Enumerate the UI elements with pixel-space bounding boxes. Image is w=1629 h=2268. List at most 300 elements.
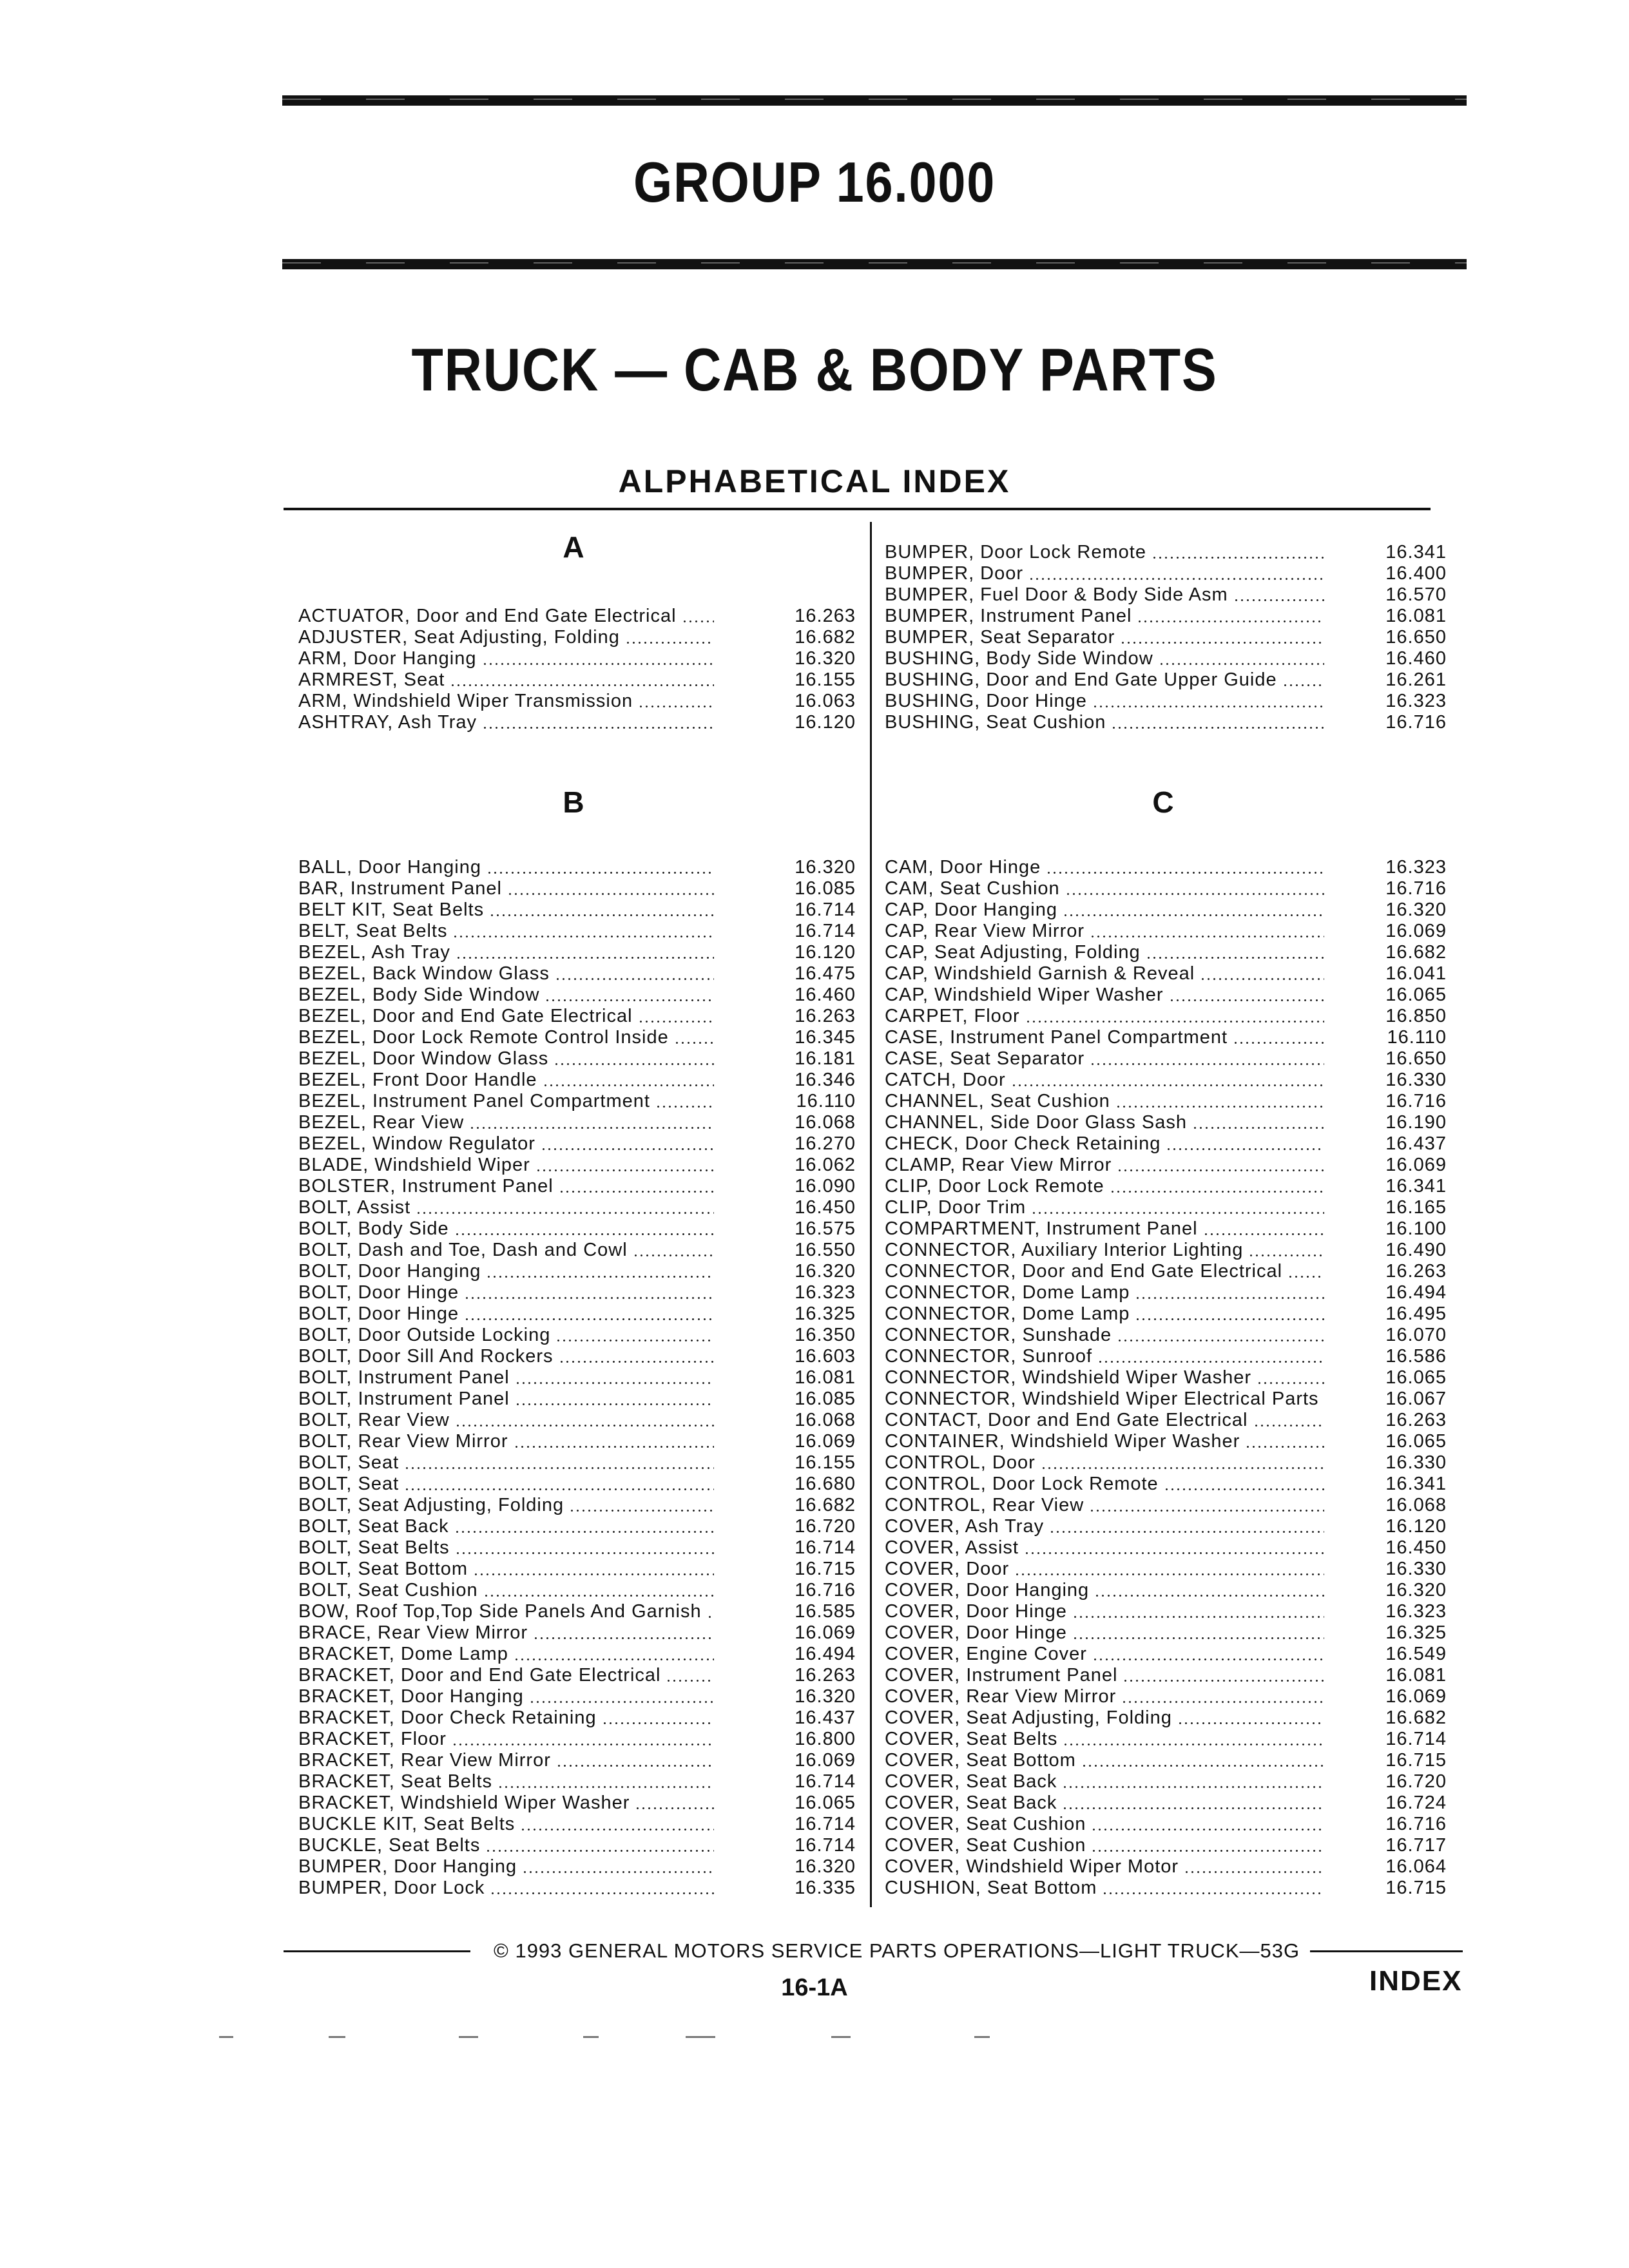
entry-name: COVER, Windshield Wiper Motor: [885, 1856, 1179, 1877]
entry-name: BUSHING, Seat Cushion: [885, 712, 1106, 733]
index-entry: [298, 899, 856, 921]
dot-leader: [635, 1792, 714, 1814]
index-entry: [298, 942, 856, 963]
entry-ref: 16.586: [1385, 1346, 1447, 1367]
index-entry: [298, 1495, 856, 1516]
dot-leader: [1120, 627, 1324, 648]
index-entry: [885, 1707, 1447, 1729]
dot-leader: [1248, 1240, 1324, 1261]
entry-ref: 16.062: [795, 1155, 856, 1175]
dot-leader: [633, 1240, 714, 1261]
dot-leader: [416, 1197, 714, 1218]
entry-name: BUMPER, Seat Separator: [885, 627, 1115, 648]
entry-ref: 16.069: [795, 1750, 856, 1771]
dot-leader: [1117, 1155, 1324, 1176]
entry-ref: 16.682: [795, 627, 856, 648]
index-entry: [298, 857, 856, 878]
entry-ref: 16.120: [1385, 1516, 1447, 1537]
entry-name: COVER, Seat Back: [885, 1792, 1057, 1813]
dot-leader: [464, 1303, 714, 1325]
entry-name: CONNECTOR, Sunroof: [885, 1346, 1093, 1367]
entry-name: BUMPER, Door Lock: [298, 1878, 485, 1898]
entry-name: BOLT, Rear View Mirror: [298, 1431, 508, 1452]
index-entry: [298, 1240, 856, 1261]
dot-leader: [469, 1112, 714, 1133]
entry-ref: 16.320: [795, 857, 856, 878]
entry-name: BAR, Instrument Panel: [298, 878, 502, 899]
entry-ref: 16.320: [1385, 1580, 1447, 1600]
dot-leader: [1090, 921, 1324, 942]
entry-ref: 16.724: [1385, 1792, 1447, 1813]
section-letter-a: A: [563, 530, 584, 564]
entry-name: ARM, Windshield Wiper Transmission: [298, 691, 633, 711]
entry-name: BEZEL, Door Lock Remote Control Inside: [298, 1027, 669, 1048]
entry-ref: 16.263: [795, 606, 856, 626]
entry-name: COVER, Assist: [885, 1537, 1019, 1558]
dot-leader: [1117, 1325, 1324, 1346]
index-entry: [298, 1729, 856, 1750]
dot-leader: [515, 1389, 714, 1410]
entry-name: CONNECTOR, Door and End Gate Electrical: [885, 1261, 1283, 1282]
entry-ref: 16.494: [1385, 1282, 1447, 1303]
entry-ref: 16.341: [1385, 1474, 1447, 1494]
entry-ref: 16.330: [1385, 1559, 1447, 1579]
entry-ref: 16.716: [1385, 1091, 1447, 1111]
index-entry: [298, 648, 856, 669]
entry-name: COVER, Door: [885, 1559, 1010, 1579]
entry-ref: 16.325: [1385, 1622, 1447, 1643]
entry-name: BOLT, Seat Back: [298, 1516, 449, 1537]
dot-leader: [674, 1027, 714, 1048]
entry-ref: 16.081: [1385, 606, 1447, 626]
footer-copyright-line: [284, 1938, 1463, 1964]
dot-leader: [545, 985, 714, 1006]
dot-leader: [1094, 1580, 1324, 1601]
index-entry: [885, 1218, 1447, 1240]
dot-leader: [529, 1686, 714, 1707]
index-list-a: [298, 606, 856, 733]
entry-ref: 16.110: [1387, 1027, 1447, 1048]
index-entry: [885, 1197, 1447, 1218]
dot-leader: [1111, 712, 1324, 733]
entry-ref: 16.682: [795, 1495, 856, 1515]
index-entry: [298, 1367, 856, 1389]
entry-name: CAP, Seat Adjusting, Folding: [885, 942, 1141, 963]
entry-ref: 16.069: [795, 1622, 856, 1643]
dot-leader: [404, 1474, 714, 1495]
index-entry: [298, 1282, 856, 1303]
entry-name: BOLT, Door Hanging: [298, 1261, 481, 1282]
entry-name: BRACKET, Dome Lamp: [298, 1644, 508, 1664]
dot-leader: [559, 1346, 714, 1367]
dot-leader: [541, 1133, 714, 1155]
entry-ref: 16.069: [795, 1431, 856, 1452]
index-entry: [885, 921, 1447, 942]
entry-ref: 16.325: [795, 1303, 856, 1324]
entry-name: CONNECTOR, Sunshade: [885, 1325, 1112, 1345]
entry-ref: 16.850: [1385, 1006, 1447, 1026]
entry-name: BRACKET, Door Check Retaining: [298, 1707, 597, 1728]
dot-leader: [1092, 691, 1324, 712]
dot-leader: [1121, 1686, 1324, 1707]
entry-ref: 16.330: [1385, 1452, 1447, 1473]
entry-ref: 16.100: [1385, 1218, 1447, 1239]
dot-leader: [1102, 1878, 1324, 1899]
dot-leader: [625, 627, 714, 648]
entry-ref: 16.090: [795, 1176, 856, 1196]
entry-name: BOLT, Seat: [298, 1474, 400, 1494]
index-entry: [298, 1261, 856, 1282]
entry-name: CLAMP, Rear View Mirror: [885, 1155, 1112, 1175]
entry-name: BOLT, Instrument Panel: [298, 1367, 510, 1388]
dot-leader: [514, 1431, 714, 1452]
dot-leader: [1135, 1303, 1324, 1325]
entry-name: BOLT, Seat Belts: [298, 1537, 450, 1558]
entry-ref: 16.575: [795, 1218, 856, 1239]
copyright-text: © 1993 GENERAL MOTORS SERVICE PARTS OPERATIONS—LIGHT TRUCK—53G: [494, 1939, 1300, 1962]
dot-leader: [1062, 1792, 1324, 1814]
index-entry: [298, 1155, 856, 1176]
dot-leader: [1169, 985, 1324, 1006]
dot-leader: [514, 1644, 714, 1665]
dot-leader: [1025, 1006, 1324, 1027]
index-entry: [885, 1665, 1447, 1686]
dot-leader: [1146, 942, 1324, 963]
index-entry: [885, 1431, 1447, 1452]
entry-name: BRACKET, Door Hanging: [298, 1686, 524, 1707]
index-entry: [298, 985, 856, 1006]
entry-ref: 16.650: [1385, 1048, 1447, 1069]
dot-leader: [1110, 1176, 1324, 1197]
entry-name: BOLT, Door Hinge: [298, 1282, 459, 1303]
entry-name: BUSHING, Door and End Gate Upper Guide: [885, 669, 1277, 690]
dot-leader: [1024, 1537, 1324, 1559]
index-entry: [298, 1814, 856, 1835]
entry-ref: 16.320: [795, 1261, 856, 1282]
entry-ref: 16.603: [795, 1346, 856, 1367]
index-entry: [298, 1091, 856, 1112]
index-entry: [298, 1303, 856, 1325]
entry-ref: 16.714: [795, 1814, 856, 1834]
index-entry: [298, 1474, 856, 1495]
entry-ref: 16.065: [1385, 985, 1447, 1005]
index-entry: [298, 606, 856, 627]
page-number: 16-1A: [781, 1974, 848, 2001]
index-entry: [885, 1112, 1447, 1133]
dot-leader: [602, 1707, 714, 1729]
entry-name: COMPARTMENT, Instrument Panel: [885, 1218, 1198, 1239]
entry-name: CAP, Windshield Garnish & Reveal: [885, 963, 1195, 984]
entry-ref: 16.494: [795, 1644, 856, 1664]
dot-leader: [452, 1729, 714, 1750]
index-entry: [298, 1346, 856, 1367]
index-entry: [885, 606, 1447, 627]
entry-name: CONTACT, Door and End Gate Electrical: [885, 1410, 1248, 1430]
entry-ref: 16.716: [1385, 1814, 1447, 1834]
entry-ref: 16.682: [1385, 942, 1447, 963]
index-entry: [885, 1792, 1447, 1814]
index-entry: [298, 1856, 856, 1878]
entry-ref: 16.490: [1385, 1240, 1447, 1260]
entry-ref: 16.716: [1385, 878, 1447, 899]
index-entry: [298, 1750, 856, 1771]
dot-leader: [1081, 1750, 1324, 1771]
section-letter-c: C: [1152, 785, 1174, 819]
dot-leader: [1092, 1644, 1324, 1665]
dot-leader: [1282, 669, 1324, 691]
index-entry: [885, 1516, 1447, 1537]
index-entry: [885, 1474, 1447, 1495]
index-entry: [885, 1580, 1447, 1601]
index-entry: [885, 712, 1447, 733]
dot-leader: [520, 1814, 714, 1835]
index-list-c: [885, 857, 1447, 1899]
dot-leader: [490, 1878, 714, 1899]
index-entry: [885, 878, 1447, 899]
index-entry: [298, 1792, 856, 1814]
scan-specks: [0, 2036, 1629, 2062]
index-entry: [298, 627, 856, 648]
index-entry: [298, 1622, 856, 1644]
entry-ref: 16.570: [1385, 584, 1447, 605]
entry-ref: 16.714: [795, 899, 856, 920]
dot-leader: [1135, 1282, 1324, 1303]
entry-name: BOLSTER, Instrument Panel: [298, 1176, 554, 1196]
index-entry: [298, 1771, 856, 1792]
index-entry: [298, 1410, 856, 1431]
entry-name: CONTAINER, Windshield Wiper Washer: [885, 1431, 1240, 1452]
dot-leader: [1063, 1729, 1324, 1750]
index-entry: [885, 1346, 1447, 1367]
entry-ref: 16.350: [795, 1325, 856, 1345]
entry-name: COVER, Seat Back: [885, 1771, 1057, 1792]
index-entry: [885, 584, 1447, 606]
dot-leader: [1245, 1431, 1324, 1452]
index-list-b-continued: [885, 542, 1447, 733]
dot-leader: [682, 606, 714, 627]
entry-name: BOLT, Body Side: [298, 1218, 449, 1239]
index-entry: [885, 1622, 1447, 1644]
entry-ref: 16.680: [795, 1474, 856, 1494]
entry-name: ARMREST, Seat: [298, 669, 445, 690]
entry-name: BOLT, Dash and Toe, Dash and Cowl: [298, 1240, 628, 1260]
entry-ref: 16.323: [1385, 1601, 1447, 1622]
entry-ref: 16.120: [795, 942, 856, 963]
dot-leader: [1091, 1835, 1324, 1856]
entry-ref: 16.715: [795, 1559, 856, 1579]
index-entry: [885, 691, 1447, 712]
dot-leader: [522, 1856, 714, 1878]
dot-leader: [1072, 1622, 1324, 1644]
entry-name: BOLT, Door Outside Locking: [298, 1325, 551, 1345]
entry-name: BOLT, Rear View: [298, 1410, 450, 1430]
entry-name: BOLT, Assist: [298, 1197, 411, 1218]
entry-name: CLIP, Door Trim: [885, 1197, 1027, 1218]
index-entry: [885, 1452, 1447, 1474]
entry-name: BEZEL, Window Regulator: [298, 1133, 535, 1154]
entry-name: BOLT, Seat Adjusting, Folding: [298, 1495, 564, 1515]
entry-name: BEZEL, Door Window Glass: [298, 1048, 549, 1069]
index-entry: [885, 1027, 1447, 1048]
entry-ref: 16.715: [1385, 1750, 1447, 1771]
entry-name: CHANNEL, Seat Cushion: [885, 1091, 1110, 1111]
entry-ref: 16.263: [795, 1665, 856, 1686]
entry-name: BUSHING, Door Hinge: [885, 691, 1087, 711]
index-entry: [885, 1537, 1447, 1559]
index-entry: [298, 1686, 856, 1707]
dot-leader: [1063, 899, 1324, 921]
dot-leader: [515, 1367, 714, 1389]
index-entry: [298, 712, 856, 733]
entry-name: CAP, Windshield Wiper Washer: [885, 985, 1164, 1005]
entry-name: BRACE, Rear View Mirror: [298, 1622, 528, 1643]
entry-ref: 16.067: [1385, 1389, 1447, 1409]
dot-leader: [1166, 1133, 1324, 1155]
entry-ref: 16.065: [1385, 1367, 1447, 1388]
entry-ref: 16.320: [795, 1856, 856, 1877]
index-entry: [885, 1686, 1447, 1707]
index-entry: [885, 985, 1447, 1006]
index-entry: [885, 1091, 1447, 1112]
entry-name: BALL, Door Hanging: [298, 857, 481, 878]
entry-name: COVER, Door Hinge: [885, 1601, 1067, 1622]
dot-leader: [559, 1176, 714, 1197]
dot-leader: [450, 669, 714, 691]
entry-ref: 16.715: [1385, 1878, 1447, 1898]
entry-ref: 16.063: [795, 691, 856, 711]
dot-leader: [666, 1665, 714, 1686]
entry-ref: 16.460: [795, 985, 856, 1005]
entry-name: CONNECTOR, Auxiliary Interior Lighting: [885, 1240, 1244, 1260]
index-entry: [298, 1537, 856, 1559]
entry-name: BUMPER, Door: [885, 563, 1024, 584]
entry-ref: 16.650: [1385, 627, 1447, 648]
index-entry: [885, 1240, 1447, 1261]
entry-ref: 16.800: [795, 1729, 856, 1749]
index-entry: [885, 1814, 1447, 1835]
entry-ref: 16.085: [795, 1389, 856, 1409]
entry-name: BLADE, Windshield Wiper: [298, 1155, 530, 1175]
dot-leader: [483, 1580, 714, 1601]
entry-name: CONTROL, Door Lock Remote: [885, 1474, 1159, 1494]
index-entry: [298, 1389, 856, 1410]
index-entry: [885, 1644, 1447, 1665]
entry-name: CAP, Door Hanging: [885, 899, 1057, 920]
index-entry: [298, 1516, 856, 1537]
dot-leader: [655, 1091, 714, 1112]
entry-name: CLIP, Door Lock Remote: [885, 1176, 1104, 1196]
dot-leader: [1233, 1027, 1324, 1048]
index-entry: [885, 1303, 1447, 1325]
entry-name: BRACKET, Windshield Wiper Washer: [298, 1792, 630, 1813]
entry-name: CASE, Instrument Panel Compartment: [885, 1027, 1228, 1048]
entry-name: BUCKLE KIT, Seat Belts: [298, 1814, 516, 1834]
entry-name: BEZEL, Rear View: [298, 1112, 465, 1133]
entry-name: BOLT, Instrument Panel: [298, 1389, 510, 1409]
index-entry: [298, 1027, 856, 1048]
index-entry: [885, 857, 1447, 878]
entry-name: ASHTRAY, Ash Tray: [298, 712, 477, 733]
entry-name: BOLT, Door Hinge: [298, 1303, 459, 1324]
entry-ref: 16.437: [1385, 1133, 1447, 1154]
entry-name: BELT, Seat Belts: [298, 921, 448, 941]
index-entry: [885, 1048, 1447, 1070]
entry-ref: 16.263: [1385, 1261, 1447, 1282]
entry-ref: 16.165: [1385, 1197, 1447, 1218]
index-entry: [298, 1112, 856, 1133]
index-entry: [885, 1261, 1447, 1282]
entry-ref: 16.341: [1385, 542, 1447, 562]
index-entry: [298, 878, 856, 899]
entry-ref: 16.714: [795, 1771, 856, 1792]
entry-ref: 16.069: [1385, 1686, 1447, 1707]
dot-leader: [455, 1410, 714, 1431]
index-entry: [885, 1133, 1447, 1155]
entry-ref: 16.437: [795, 1707, 856, 1728]
dot-leader: [1192, 1112, 1324, 1133]
dot-leader: [454, 1516, 714, 1537]
entry-name: CAM, Door Hinge: [885, 857, 1041, 878]
page-title: TRUCK — CAB & BODY PARTS: [411, 336, 1218, 403]
index-entry: [298, 1197, 856, 1218]
dot-leader: [1091, 1814, 1324, 1835]
index-entry: [298, 1835, 856, 1856]
index-entry: [885, 1835, 1447, 1856]
index-entry: [885, 669, 1447, 691]
entry-ref: 16.323: [1385, 691, 1447, 711]
entry-ref: 16.261: [1385, 669, 1447, 690]
index-entry: [298, 1176, 856, 1197]
entry-name: CHECK, Door Check Retaining: [885, 1133, 1161, 1154]
entry-name: COVER, Seat Belts: [885, 1729, 1058, 1749]
entry-ref: 16.330: [1385, 1070, 1447, 1090]
entry-name: CONNECTOR, Dome Lamp: [885, 1282, 1130, 1303]
index-entry: [885, 648, 1447, 669]
dot-leader: [456, 942, 714, 963]
dot-leader: [404, 1452, 714, 1474]
entry-ref: 16.081: [795, 1367, 856, 1388]
entry-name: BUMPER, Fuel Door & Body Side Asm: [885, 584, 1228, 605]
entry-ref: 16.549: [1385, 1644, 1447, 1664]
entry-name: CAM, Seat Cushion: [885, 878, 1060, 899]
entry-ref: 16.720: [795, 1516, 856, 1537]
index-entry: [885, 942, 1447, 963]
entry-ref: 16.263: [1385, 1410, 1447, 1430]
group-title: GROUP 16.000: [633, 150, 996, 214]
index-entry: [885, 1070, 1447, 1091]
index-entry: [885, 1856, 1447, 1878]
entry-ref: 16.716: [1385, 712, 1447, 733]
index-entry: [298, 1601, 856, 1622]
dot-leader: [454, 1218, 714, 1240]
entry-name: COVER, Ash Tray: [885, 1516, 1045, 1537]
entry-name: BUSHING, Body Side Window: [885, 648, 1153, 669]
entry-name: BRACKET, Floor: [298, 1729, 447, 1749]
dot-leader: [638, 691, 714, 712]
dot-leader: [1028, 563, 1324, 584]
dot-leader: [1097, 1346, 1324, 1367]
entry-ref: 16.190: [1385, 1112, 1447, 1133]
entry-name: BEZEL, Ash Tray: [298, 942, 450, 963]
entry-name: COVER, Seat Adjusting, Folding: [885, 1707, 1172, 1728]
entry-ref: 16.346: [795, 1070, 856, 1090]
dot-leader: [1046, 857, 1324, 878]
dot-leader: [1159, 648, 1324, 669]
index-heading: ALPHABETICAL INDEX: [618, 463, 1011, 499]
dot-leader: [452, 921, 714, 942]
dot-leader: [1203, 1218, 1324, 1240]
entry-ref: 16.550: [795, 1240, 856, 1260]
